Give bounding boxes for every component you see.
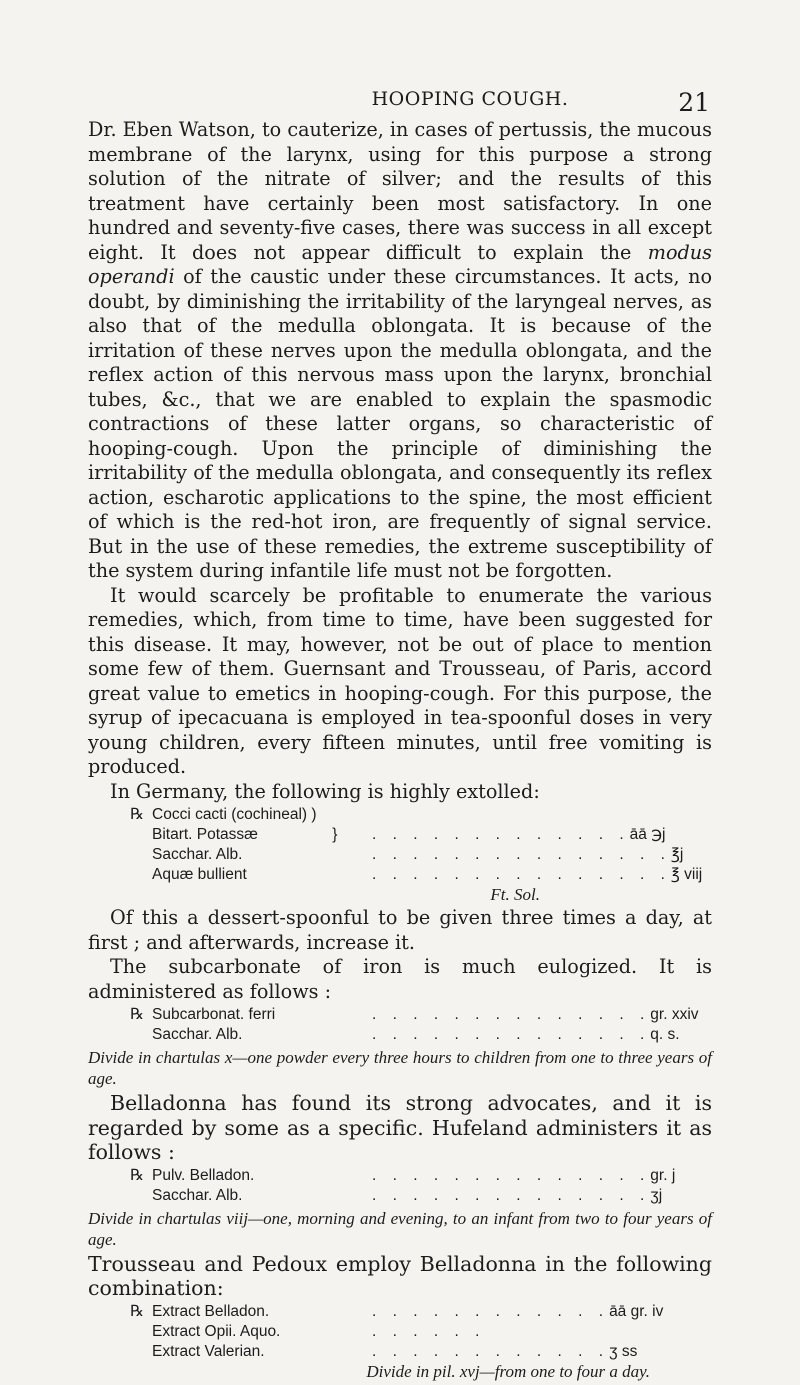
ingredient: Cocci cacti (cochineal) ) — [152, 806, 317, 823]
recipe-3-line-1: ℞ Pulv. Belladon. . . . . . . . . . . . . . . gr. j — [130, 1166, 690, 1186]
running-title: HOOPING COUGH. — [371, 88, 569, 110]
paragraph-4: Of this a dessert-spoonful to be given three times a day, at first ; and afterwards, increase it. — [88, 906, 712, 954]
paragraph-1-text-b: of the caustic under these circumstances. It acts, no doubt, by diminishing the irritability of the laryngeal nerves, as also that of the medulla oblongata. It is because of the irritation of these nerves upon the medulla oblongata, and the reflex action of this nervous mass upon the larynx, bronchial tubes, &c., that we are enabled to explain the spasmodic contractions of these latter organs, so characteristic of hooping-cough. Upon the principle of diminishing the irritability of the medulla oblongata, and consequently its reflex action, escharotic applications to the spine, the most efficient of which is the red-hot iron, are frequently of signal service. But in the use of these remedies, the extreme susceptibility of the system during infantile life must not be forgotten. — [88, 265, 712, 582]
quantity: ʒ ss — [609, 1342, 638, 1360]
ingredient: Subcarbonat. ferri — [152, 1006, 276, 1023]
recipe-1-line-2: Bitart. Potassæ } . . . . . . . . . . . . . āā ℈j — [130, 825, 690, 845]
recipe-1-line-3: Sacchar. Alb. . . . . . . . . . . . . . . . ℥j — [130, 845, 690, 865]
paragraph-3: In Germany, the following is highly extolled: — [110, 779, 540, 803]
recipe-2-line-1: ℞ Subcarbonat. ferri . . . . . . . . . . . . . . gr. xxiv — [130, 1005, 690, 1025]
quantity: gr. j — [650, 1166, 676, 1184]
page-number: 21 — [678, 88, 710, 117]
prescription-symbol: ℞ — [130, 806, 144, 823]
recipe-1-note: Ft. Sol. — [490, 885, 540, 904]
recipe-3-direction: Divide in chartulas viij—one, morning and evening, to an infant from two to four years of age. — [88, 1208, 712, 1249]
recipe-2-direction: Divide in chartulas x—one powder every three hours to children from one to three years of age. — [88, 1048, 712, 1088]
paragraph-1-italic: modus operandi — [88, 240, 712, 288]
body-text — [88, 118, 712, 1383]
recipe-1-line-1 — [130, 805, 690, 825]
paragraph-1 — [88, 118, 712, 584]
quantity: gr. xxiv — [650, 1006, 699, 1023]
recipe-4-line-3: Extract Valerian. . . . . . . . . . . . . ʒ ss — [130, 1342, 690, 1362]
ingredient: Sacchar. Alb. — [152, 1186, 243, 1204]
ingredient: Extract Valerian. — [152, 1342, 265, 1360]
ingredient: Aquæ bullient — [152, 866, 247, 883]
recipe-4-line-1: ℞ Extract Belladon. . . . . . . . . . . . . āā gr. iv — [130, 1302, 690, 1322]
recipe-4 — [130, 1302, 690, 1382]
ingredient: Extract Opii. Aquo. — [152, 1322, 281, 1340]
recipe-1 — [130, 805, 703, 905]
quantity: āā gr. iv — [609, 1302, 664, 1320]
ingredient: Sacchar. Alb. — [152, 1026, 243, 1043]
quantity: ℥j — [670, 846, 684, 863]
quantity: āā ℈j — [629, 826, 666, 843]
paragraph-2: It would scarcely be profitable to enumerate the various remedies, which, from time to time, have been suggested for this disease. It may, however, not be out of place to mention some few of them. Guernsant and Trousseau, of Paris, accord great value to emetics in hooping-cough. For this purpose, the syrup of ipecacuana is employed in tea-spoonful doses in very young children, every fifteen minutes, until free vomiting is produced. — [88, 583, 712, 778]
quantity: ℥ viij — [670, 866, 703, 883]
prescription-symbol: ℞ — [130, 1166, 144, 1184]
recipe-4-line-2: Extract Opii. Aquo. . . . . . . — [152, 1322, 486, 1340]
recipe-2-line-2: Sacchar. Alb. . . . . . . . . . . . . . . q. s. — [130, 1025, 690, 1045]
recipe-2 — [130, 1005, 699, 1045]
quantity: q. s. — [650, 1026, 680, 1043]
page-header — [88, 88, 710, 117]
quantity: ʒj — [650, 1186, 663, 1204]
paragraph-7: Trousseau and Pedoux employ Belladonna in the following combination: — [88, 1251, 712, 1300]
paragraph-5: The subcarbonate of iron is much eulogized. It is administered as follows : — [88, 955, 712, 1003]
recipe-4-direction: Divide in pil. xvj—from one to four a day. — [366, 1361, 650, 1381]
ingredient: Sacchar. Alb. — [152, 846, 243, 863]
recipe-1-line-4: Aquæ bullient . . . . . . . . . . . . . . . ℥ viij — [130, 865, 690, 885]
paragraph-6: Belladonna has found its strong advocates, and it is regarded by some as a specific. Hufeland administers it as follows : — [88, 1091, 712, 1164]
paragraph-1-text-a: Dr. Eben Watson, to cauterize, in cases of pertussis, the mucous membrane of the larynx, using for this purpose a strong solution of the nitrate of silver; and the results of this treatment have certainly been most satisfactory. In one hundred and seventy-five cases, there was success in all except eight. It does not appear difficult to explain the — [88, 118, 712, 264]
ingredient: Extract Belladon. — [152, 1302, 270, 1320]
recipe-3-line-2: Sacchar. Alb. . . . . . . . . . . . . . . ʒj — [130, 1186, 690, 1206]
recipe-3 — [130, 1166, 690, 1206]
prescription-symbol: ℞ — [130, 1302, 144, 1320]
ingredient: Bitart. Potassæ } — [152, 826, 338, 843]
ingredient: Pulv. Belladon. — [152, 1166, 255, 1184]
prescription-symbol: ℞ — [130, 1006, 144, 1023]
